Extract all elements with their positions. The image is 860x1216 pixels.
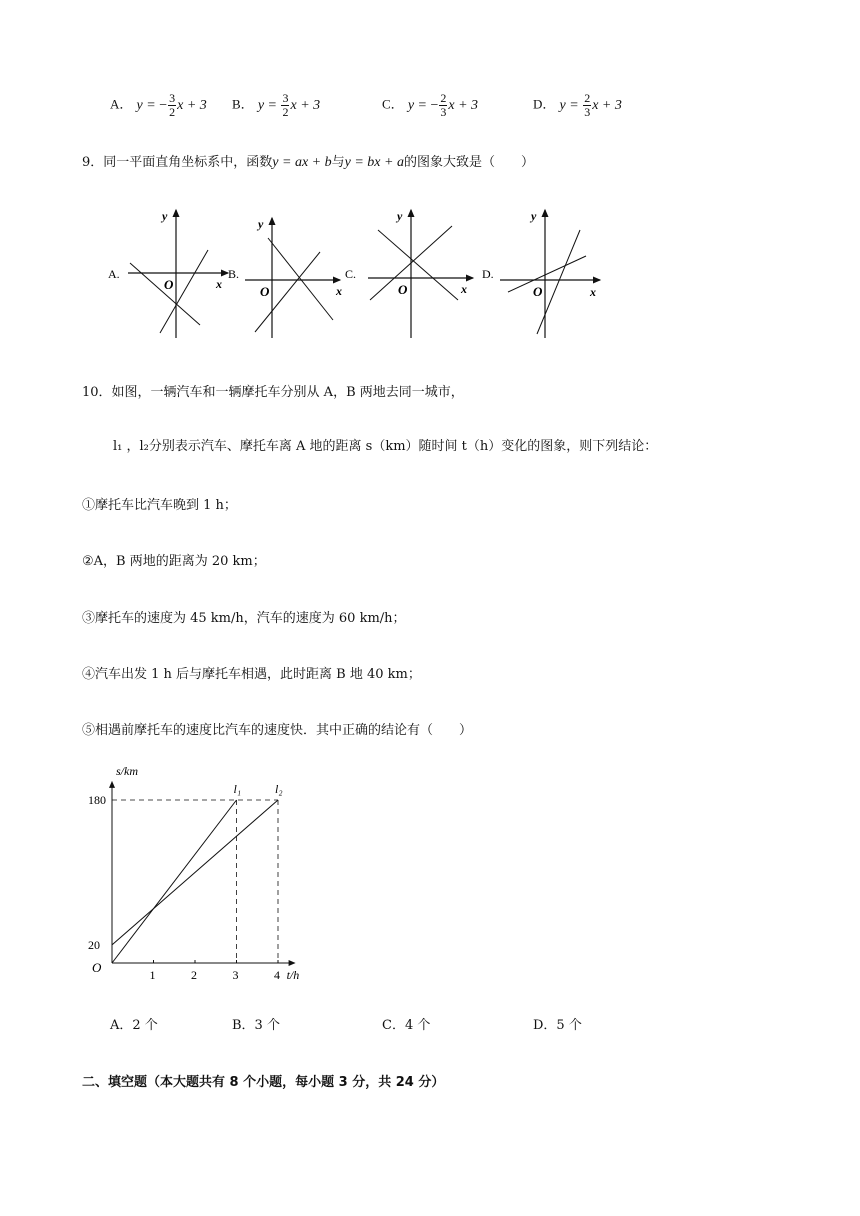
graph-d-y-label: y: [531, 209, 537, 223]
chart-y-label: s/km: [116, 764, 138, 778]
graph-b: [228, 217, 342, 338]
chart-x-tick-label: 2: [191, 968, 197, 982]
graph-d-label: D.: [482, 267, 494, 281]
graph-a: [108, 209, 228, 338]
graph-d-x-label: x: [590, 285, 596, 299]
q10-statement-4: ④汽车出发 1 h 后与摩托车相遇，此时距离 B 地 40 km；: [82, 667, 421, 682]
graph-c-origin: O: [398, 282, 408, 297]
q10-line-1: 10．如图，一辆汽车和一辆摩托车分别从 A，B 两地去同一城市，: [82, 385, 464, 400]
graph-c-label: C.: [345, 267, 357, 281]
q10-statement-2: ②A，B 两地的距离为 20 km；: [82, 554, 266, 569]
chart-series-label: l₁: [233, 782, 242, 796]
q8-option-d: D． y = $\frac{2}{3}$ x + 3: [533, 91, 622, 119]
chart-y-tick-label: 20: [88, 937, 100, 952]
q10-option-b: B．3 个: [232, 1018, 280, 1033]
graph-a-y-label: y: [162, 209, 168, 223]
chart-series-line: [112, 800, 237, 963]
chart-y-tick-label: 180: [88, 793, 106, 807]
graph-a-line-1: [130, 263, 200, 325]
chart-x-label: t/h: [286, 968, 300, 982]
graph-d: [482, 209, 600, 338]
graph-a-origin: O: [164, 277, 174, 292]
graph-b-y-label: y: [258, 217, 264, 231]
q8-option-a: A． y = − $\frac{3}{2}$ x + 3: [110, 91, 207, 119]
q9-stem: 9．同一平面直角坐标系中，函数y = ax + b与y = bx + a的图象大致是（ ）: [82, 155, 534, 170]
q10-statement-1: ①摩托车比汽车晚到 1 h；: [82, 498, 237, 513]
graph-c-line-2: [378, 230, 458, 300]
q8-option-c: C． y = − $\frac{2}{3}$ x + 3: [382, 91, 479, 119]
q10-chart: [80, 760, 340, 985]
chart-series-line: [112, 800, 278, 945]
graph-c: [345, 209, 473, 338]
graph-b-label: B.: [228, 267, 240, 281]
q10-option-a: A．2 个: [110, 1018, 158, 1033]
q10-statement-5: ⑤相遇前摩托车的速度比汽车的速度快．其中正确的结论有（ ）: [82, 723, 473, 738]
q10-option-d: D．5 个: [533, 1018, 582, 1033]
graph-c-x-label: x: [461, 282, 467, 296]
chart-x-tick-label: 3: [232, 968, 239, 982]
graph-d-origin: O: [533, 284, 543, 299]
graph-c-y-label: y: [397, 209, 403, 223]
graph-b-origin: O: [260, 284, 270, 299]
chart-x-tick-label: 1: [149, 968, 156, 982]
section-2-heading: 二、填空题（本大题共有 8 个小题，每小题 3 分，共 24 分）: [82, 1075, 445, 1090]
graph-a-x-label: x: [216, 277, 222, 291]
q10-statement-3: ③摩托车的速度为 45 km/h，汽车的速度为 60 km/h；: [82, 611, 406, 626]
graph-d-line-1: [508, 256, 586, 292]
graph-b-x-label: x: [336, 284, 342, 298]
q9-graphs: [100, 200, 620, 345]
q10-option-c: C．4 个: [382, 1018, 431, 1033]
chart-x-tick-label: 4: [274, 968, 280, 982]
graph-d-line-2: [537, 230, 580, 334]
graph-a-label: A.: [108, 267, 120, 281]
q8-option-b: B． y = $\frac{3}{2}$ x + 3: [232, 91, 321, 119]
q10-line-2: l₁ ，l₂分别表示汽车、摩托车离 A 地的距离 s（km）随时间 t（h）变化的图象，则下列结论：: [113, 439, 658, 454]
graph-b-line-2: [268, 238, 333, 320]
chart-origin: O: [92, 960, 102, 975]
chart-series-label: l₂: [275, 782, 283, 796]
